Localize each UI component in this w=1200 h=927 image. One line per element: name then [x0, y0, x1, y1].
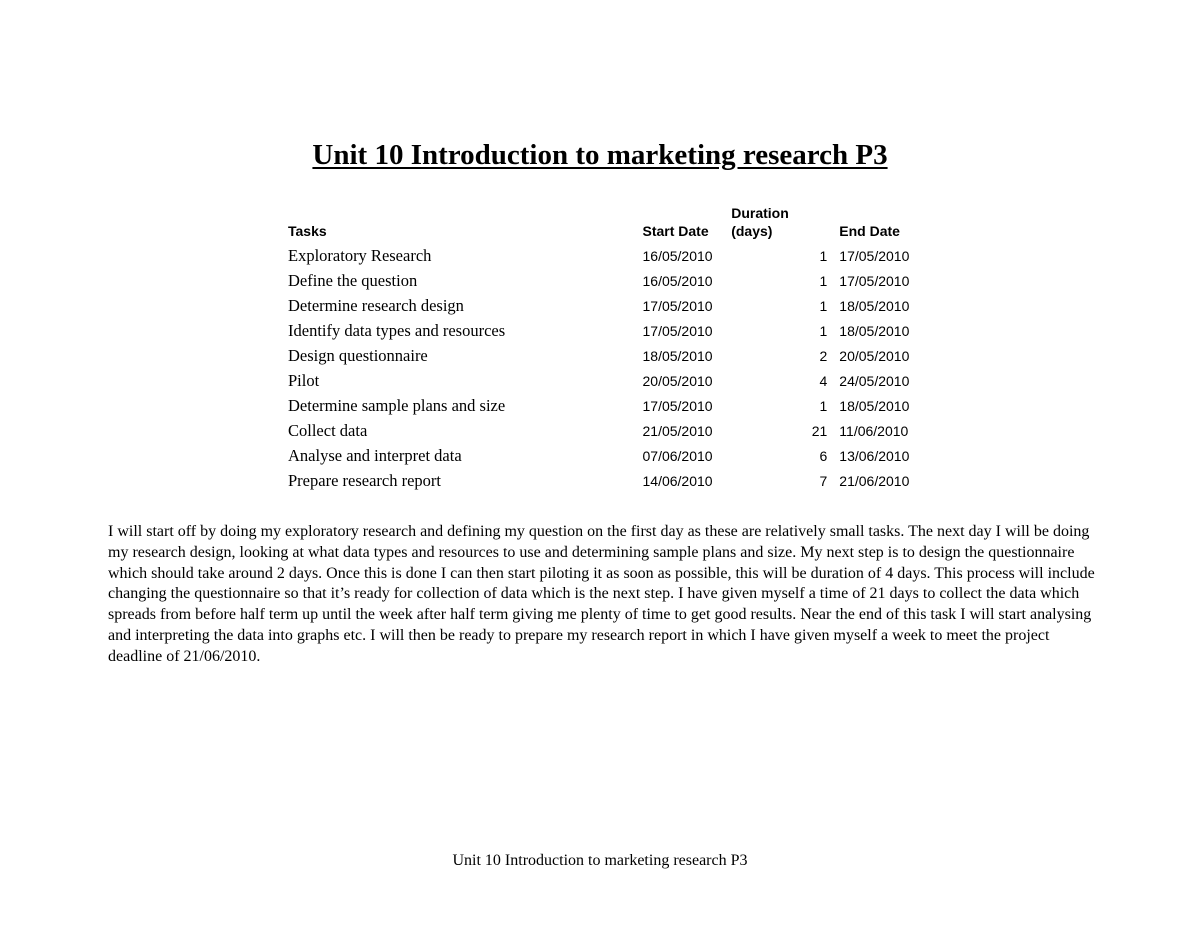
header-duration [725, 204, 833, 242]
end-date: 11/06/2010 [839, 423, 909, 439]
table-row [282, 292, 922, 317]
page-title: Unit 10 Introduction to marketing research P3 [312, 139, 888, 171]
table-header-row [282, 204, 922, 242]
duration-days: 2 [819, 348, 828, 364]
body-paragraph: I will start off by doing my exploratory research and defining my question on the first day as these are relatively small tasks. The next day I will be doing my research design, looking at what data types and resources to use and determining sample plans and size. My next step is to design the questionnaire which should take around 2 days. Once this is done I can then start piloting it as soon as possible, this will be duration of 4 days. This process will include changing the questionnaire so that it’s ready for collection of data which is the next step. I have given myself a time of 21 days to collect the data which spreads from before half term up until the week after half term giving me plenty of time to get good results. Near the end of this task I will start analysing and interpreting the data into graphs etc. I will then be ready to prepare my research report in which I have given myself a week to meet the project deadline of 21/06/2010. [108, 523, 1095, 665]
duration-days: 1 [819, 298, 828, 314]
table-row [282, 417, 922, 442]
start-date: 14/06/2010 [642, 473, 713, 489]
start-date: 07/06/2010 [642, 448, 713, 464]
page-footer: Unit 10 Introduction to marketing research P3 [452, 852, 748, 869]
table-row [282, 242, 922, 267]
task-name: Prepare research report [288, 471, 441, 490]
start-date: 17/05/2010 [642, 398, 713, 414]
table-row [282, 392, 922, 417]
start-date: 17/05/2010 [642, 298, 713, 314]
table-row [282, 267, 922, 292]
end-date: 24/05/2010 [839, 373, 910, 389]
end-date: 18/05/2010 [839, 298, 910, 314]
end-date: 18/05/2010 [839, 323, 910, 339]
start-date: 21/05/2010 [642, 423, 713, 439]
start-date: 16/05/2010 [642, 248, 713, 264]
duration-days: 6 [819, 448, 828, 464]
header-start-date: Start Date [642, 223, 709, 239]
duration-days: 1 [819, 273, 828, 289]
task-name: Exploratory Research [288, 246, 432, 265]
duration-days: 4 [819, 373, 828, 389]
duration-days: 21 [811, 423, 828, 439]
task-name: Design questionnaire [288, 346, 428, 365]
end-date: 20/05/2010 [839, 348, 910, 364]
task-name: Define the question [288, 271, 418, 290]
table-row [282, 367, 922, 392]
task-name: Determine sample plans and size [288, 396, 506, 415]
task-schedule-table [282, 204, 922, 492]
duration-days: 1 [819, 248, 828, 264]
task-name: Determine research design [288, 296, 464, 315]
end-date: 13/06/2010 [839, 448, 910, 464]
table-row [282, 342, 922, 367]
header-end-date: End Date [839, 223, 900, 239]
start-date: 17/05/2010 [642, 323, 713, 339]
start-date: 16/05/2010 [642, 273, 713, 289]
task-name: Pilot [288, 371, 320, 390]
end-date: 21/06/2010 [839, 473, 910, 489]
end-date: 18/05/2010 [839, 398, 910, 414]
duration-days: 7 [819, 473, 828, 489]
duration-days: 1 [819, 398, 828, 414]
task-name: Collect data [288, 421, 368, 440]
task-name: Analyse and interpret data [288, 446, 462, 465]
end-date: 17/05/2010 [839, 248, 910, 264]
header-duration-line1: Duration [731, 205, 789, 221]
table-row [282, 442, 922, 467]
table-row [282, 467, 922, 492]
table-row [282, 317, 922, 342]
task-name: Identify data types and resources [288, 321, 506, 340]
end-date: 17/05/2010 [839, 273, 910, 289]
start-date: 18/05/2010 [642, 348, 713, 364]
start-date: 20/05/2010 [642, 373, 713, 389]
header-duration-line2: (days) [731, 223, 773, 239]
header-tasks: Tasks [288, 223, 327, 239]
duration-days: 1 [819, 323, 828, 339]
